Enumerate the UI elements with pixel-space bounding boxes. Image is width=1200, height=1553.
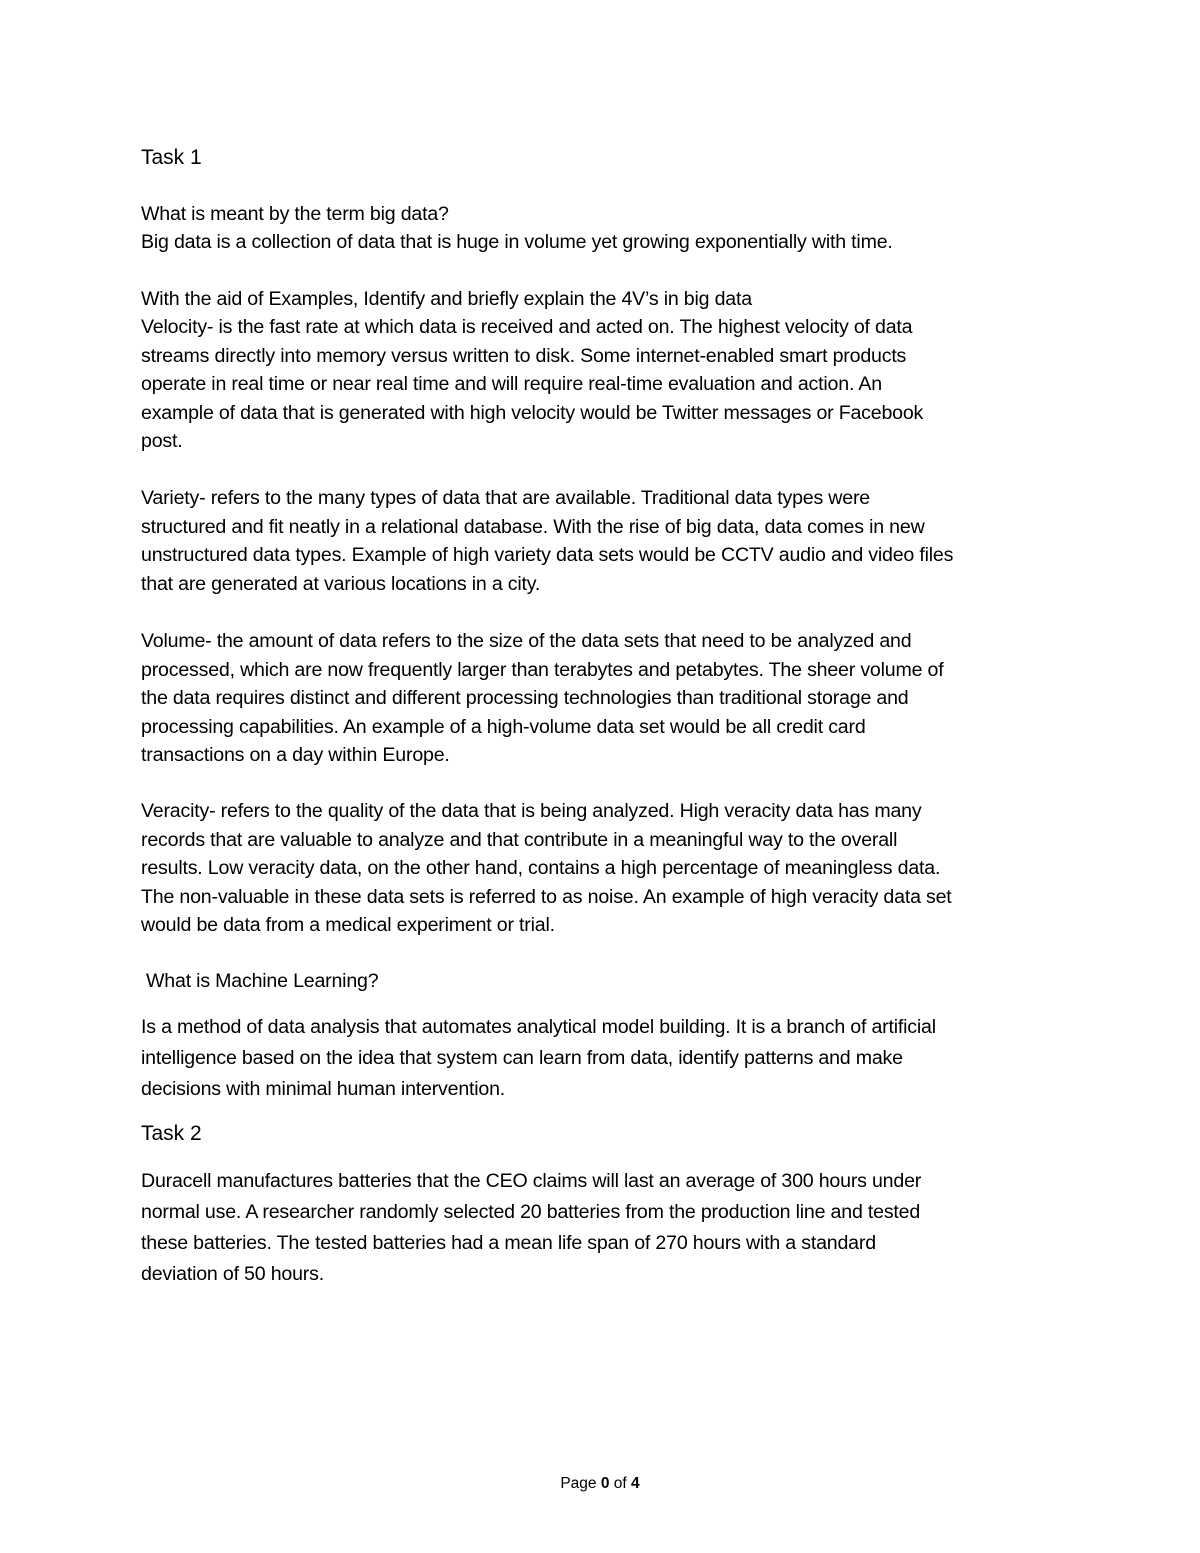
task1-answer-big-data: Big data is a collection of data that is huge in volume yet growing exponentially with time. bbox=[141, 231, 893, 253]
velocity-paragraph bbox=[141, 313, 1081, 456]
paragraph-line: processed, which are now frequently larger than terabytes and petabytes. The sheer volume of bbox=[141, 658, 944, 681]
paragraph-line: operate in real time or near real time and will require real-time evaluation and action. An bbox=[141, 373, 882, 396]
paragraph-line: unstructured data types. Example of high variety data sets would be CCTV audio and video files bbox=[141, 544, 954, 567]
paragraph-line: deviation of 50 hours. bbox=[141, 1263, 324, 1285]
task1-heading: Task 1 bbox=[141, 146, 202, 169]
of-label: of bbox=[613, 1475, 627, 1492]
ml-paragraph bbox=[141, 1012, 1081, 1105]
task2-heading: Task 2 bbox=[141, 1122, 202, 1145]
paragraph-line: the data requires distinct and different processing technologies than traditional storage and bbox=[141, 687, 909, 710]
paragraph-line: post. bbox=[141, 430, 183, 453]
page-number: 0 bbox=[600, 1475, 610, 1492]
task1-question-ml: What is Machine Learning? bbox=[146, 970, 379, 992]
paragraph-line: Is a method of data analysis that automates analytical model building. It is a branch of artificial bbox=[141, 1016, 936, 1038]
paragraph-line: that are generated at various locations in a city. bbox=[141, 572, 541, 595]
volume-paragraph bbox=[141, 627, 1081, 770]
paragraph-line: these batteries. The tested batteries had a mean life span of 270 hours with a standard bbox=[141, 1232, 876, 1254]
paragraph-line: example of data that is generated with high velocity would be Twitter messages or Facebook bbox=[141, 401, 924, 424]
page-footer bbox=[0, 1474, 1200, 1494]
paragraph-line: intelligence based on the idea that system can learn from data, identify patterns and make bbox=[141, 1047, 903, 1069]
paragraph-line: structured and fit neatly in a relational database. With the rise of big data, data comes in new bbox=[141, 515, 925, 538]
paragraph-line: Velocity- is the fast rate at which data is received and acted on. The highest velocity of data bbox=[141, 316, 913, 338]
veracity-paragraph bbox=[141, 797, 1081, 940]
task1-question-big-data: What is meant by the term big data? bbox=[141, 203, 449, 225]
paragraph-line: processing capabilities. An example of a high-volume data set would be all credit card bbox=[141, 715, 866, 738]
paragraph-line: Variety- refers to the many types of data that are available. Traditional data types were bbox=[141, 487, 870, 509]
variety-paragraph bbox=[141, 484, 1081, 598]
paragraph-line: Volume- the amount of data refers to the size of the data sets that need to be analyzed and bbox=[141, 630, 912, 652]
paragraph-line: streams directly into memory versus written to disk. Some internet-enabled smart products bbox=[141, 344, 907, 367]
task2-paragraph bbox=[141, 1166, 1081, 1290]
page-label: Page bbox=[560, 1475, 597, 1492]
paragraph-line: Duracell manufactures batteries that the CEO claims will last an average of 300 hours under bbox=[141, 1170, 922, 1192]
paragraph-line: The non-valuable in these data sets is referred to as noise. An example of high veracity data set bbox=[141, 885, 952, 908]
paragraph-line: decisions with minimal human intervention. bbox=[141, 1078, 506, 1100]
paragraph-line: Veracity- refers to the quality of the data that is being analyzed. High veracity data has many bbox=[141, 800, 922, 822]
paragraph-line: transactions on a day within Europe. bbox=[141, 744, 450, 767]
task1-question-4vs: With the aid of Examples, Identify and briefly explain the 4V’s in big data bbox=[141, 288, 752, 310]
paragraph-line: normal use. A researcher randomly selected 20 batteries from the production line and tested bbox=[141, 1201, 921, 1223]
paragraph-line: records that are valuable to analyze and that contribute in a meaningful way to the overall bbox=[141, 828, 898, 851]
page-total: 4 bbox=[631, 1475, 640, 1492]
paragraph-line: results. Low veracity data, on the other hand, contains a high percentage of meaningless data. bbox=[141, 857, 941, 880]
paragraph-line: would be data from a medical experiment or trial. bbox=[141, 914, 555, 937]
